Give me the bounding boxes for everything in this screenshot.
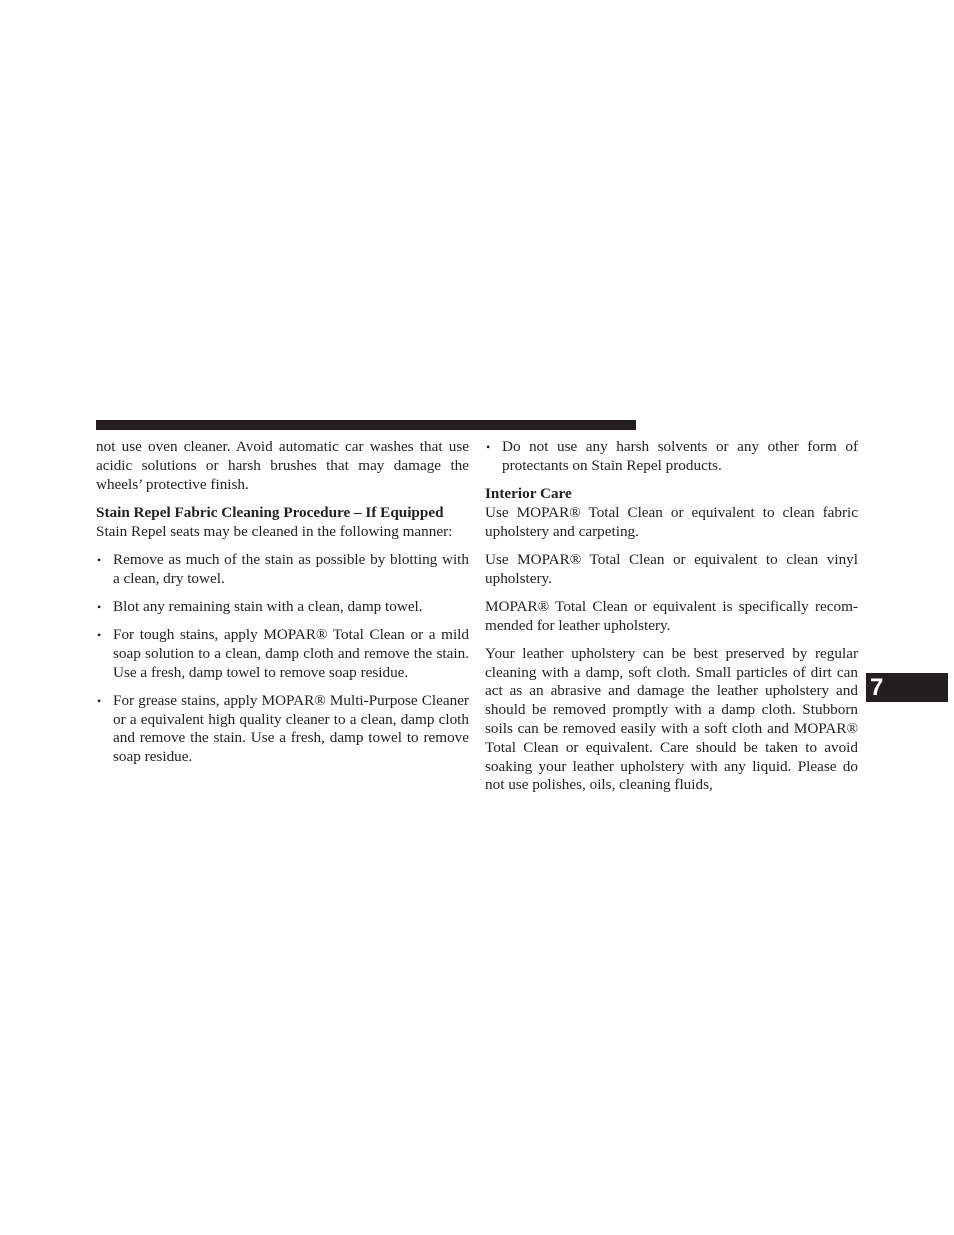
intro-continuation: not use oven cleaner. Avoid automatic car washes that use acidic solutions or harsh brushes that may damage the wheels’ protective finish.: [96, 438, 469, 493]
right-column: [485, 438, 858, 805]
list-item: [96, 692, 469, 767]
stain-repel-bullet-list-continued: [485, 438, 858, 476]
paragraph-leather-recommendation: MOPAR® Total Clean or equivalent is specifically recommended for leather upholstery.: [485, 597, 858, 634]
header-rule: [96, 420, 636, 430]
bullet-icon: •: [97, 627, 102, 642]
list-item-text: Remove as much of the stain as possible by blotting with a clean, dry towel.: [113, 550, 469, 587]
bullet-icon: •: [97, 599, 102, 614]
list-item: [96, 626, 469, 682]
bullet-icon: •: [486, 440, 491, 454]
list-item-text: Do not use any harsh solvents or any other form of protectants on Stain Repel products.: [502, 438, 858, 474]
list-item-text: For tough stains, apply MOPAR® Total Clean or a mild soap solution to a clean, damp cloth and remove the stain. Use a fresh, damp towel to remove soap residue.: [113, 625, 469, 681]
chapter-number: 7: [870, 674, 884, 701]
list-item: [96, 598, 469, 617]
stain-repel-intro: Stain Repel seats may be cleaned in the following manner:: [96, 522, 453, 540]
list-item-text: For grease stains, apply MOPAR® Multi-Purpose Cleaner or a equivalent high quality cleaner to a clean, damp cloth and remove the stain. Use a fresh, damp towel to remove soap residue.: [113, 691, 469, 766]
list-item-text: Blot any remaining stain with a clean, damp towel.: [113, 597, 423, 615]
paragraph-leather-care: Your leather upholstery can be best preserved by regular cleaning with a damp, soft cloth. Small particles of dirt can act as an abrasive and damage the leather upholstery and should be removed promptly with a damp cloth. Stubborn soils can be removed easily with a soft cloth and MOPAR® Total Clean or equivalent. Care should be taken to avoid soaking your leather upholstery with any liquid. Please do not use polishes, oils, cleaning fluids,: [485, 644, 858, 794]
interior-care-heading: Interior Care: [485, 484, 572, 502]
list-item: [485, 438, 858, 476]
chapter-tab: [866, 673, 948, 702]
bullet-icon: •: [97, 693, 102, 708]
stain-repel-bullet-list: [96, 551, 469, 767]
stain-repel-heading: Stain Repel Fabric Cleaning Procedure – If Equipped: [96, 503, 444, 521]
left-column: [96, 438, 469, 776]
paragraph-fabric: Use MOPAR® Total Clean or equivalent to clean fabric upholstery and carpeting.: [485, 503, 858, 540]
bullet-icon: •: [97, 552, 102, 567]
list-item: [96, 551, 469, 589]
paragraph-vinyl: Use MOPAR® Total Clean or equivalent to clean vinyl upholstery.: [485, 550, 858, 587]
